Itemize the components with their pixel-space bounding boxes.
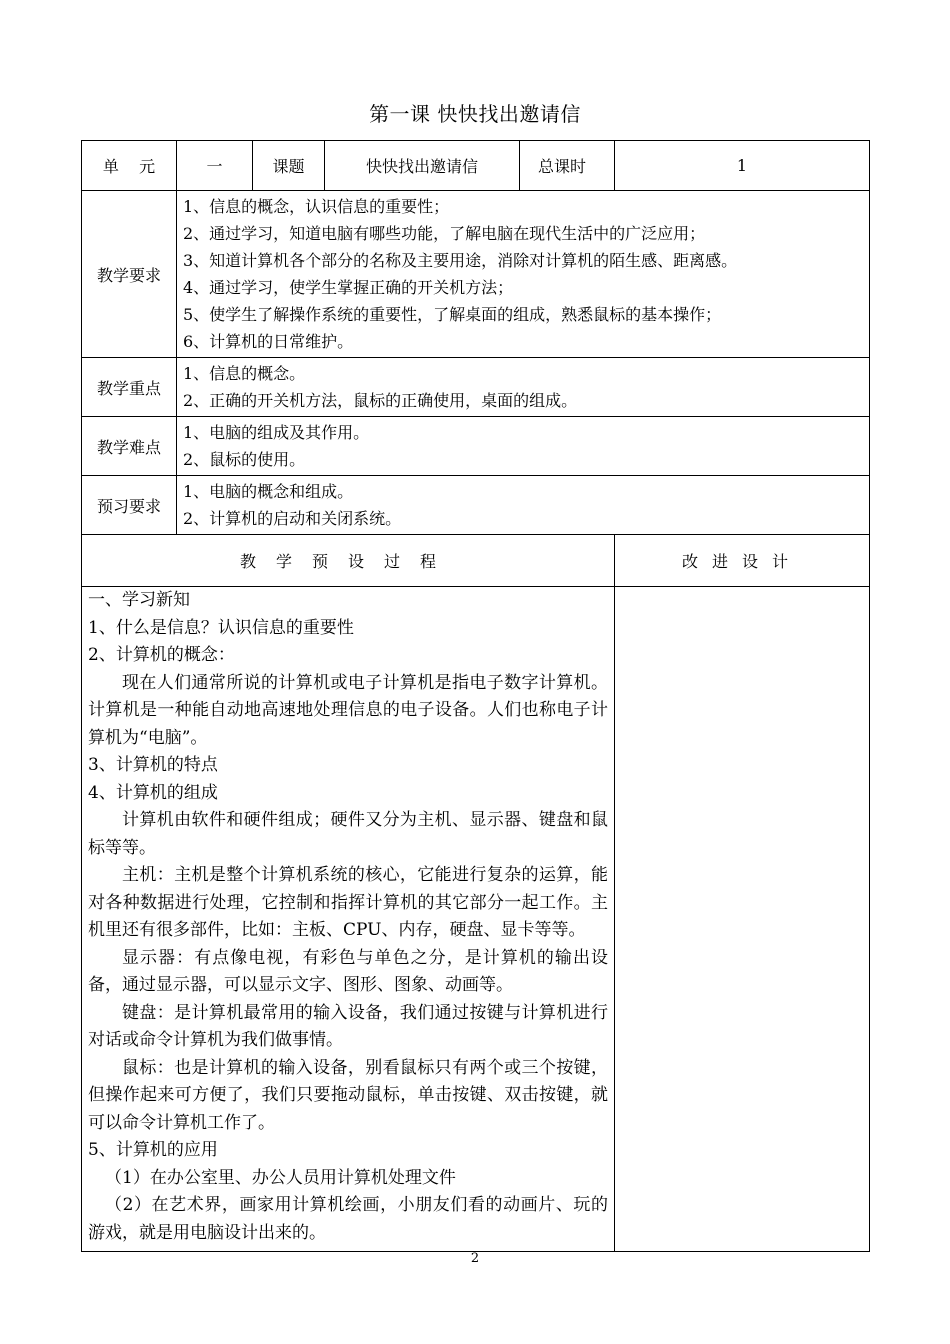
- preview-list: [177, 476, 870, 535]
- section-heading: 一、学习新知: [88, 590, 190, 610]
- unit-label: 单 元: [82, 141, 177, 191]
- page-number: 2: [470, 1251, 480, 1266]
- paragraph: 主机：主机是整个计算机系统的核心，它能进行复杂的运算，能对各种数据进行处理，它控制和指挥计算机的其它部分一起工作。主机里还有很多部件，比如：主板、CPU、内存，硬盘、显卡等等。: [88, 865, 609, 940]
- lesson-plan-table: [81, 140, 870, 1252]
- hours-value: 1: [615, 141, 870, 191]
- difficulties-label: 教学难点: [82, 417, 177, 476]
- list-item: 3、知道计算机各个部分的名称及主要用途，消除对计算机的陌生感、距离感。: [183, 251, 738, 270]
- list-item: 1、电脑的组成及其作用。: [183, 423, 370, 442]
- list-item: 1、信息的概念。: [183, 364, 306, 383]
- page-title: 第一课 快快找出邀请信: [369, 102, 581, 126]
- improve-content: [615, 587, 870, 1252]
- topic-value: 快快找出邀请信: [325, 141, 520, 191]
- list-item: 2、鼠标的使用。: [183, 450, 306, 469]
- list-item: 4、通过学习，使学生掌握正确的开关机方法；: [183, 278, 514, 297]
- list-item: 2、正确的开关机方法，鼠标的正确使用，桌面的组成。: [183, 391, 578, 410]
- paragraph: 计算机由软件和硬件组成；硬件又分为主机、显示器、键盘和鼠标等等。: [88, 810, 609, 858]
- process-header: 教学预设过程: [82, 535, 615, 587]
- section-item: 2、计算机的概念：: [88, 645, 235, 665]
- paragraph: 键盘：是计算机最常用的输入设备，我们通过按键与计算机进行对话或命令计算机为我们做事情。: [88, 1002, 609, 1050]
- unit-value: 一: [177, 141, 253, 191]
- key-points-label: 教学重点: [82, 358, 177, 417]
- list-item: 1、电脑的概念和组成。: [183, 482, 354, 501]
- improve-header: 改进设计: [615, 535, 870, 587]
- list-item: 2、通过学习，知道电脑有哪些功能，了解电脑在现代生活中的广泛应用；: [183, 224, 706, 243]
- paragraph: （2）在艺术界，画家用计算机绘画，小朋友们看的动画片、玩的游戏，就是用电脑设计出来的。: [88, 1195, 609, 1243]
- list-item: 1、信息的概念，认识信息的重要性；: [183, 197, 450, 216]
- section-item: 3、计算机的特点: [88, 755, 218, 775]
- section-item: 4、计算机的组成: [88, 782, 218, 803]
- paragraph: 鼠标：也是计算机的输入设备，别看鼠标只有两个或三个按键，但操作起来可方便了，我们只要拖动鼠标，单击按键、双击按键，就可以命令计算机工作了。: [88, 1057, 609, 1133]
- section-item: 1、什么是信息？认识信息的重要性: [88, 617, 354, 638]
- list-item: 6、计算机的日常维护。: [183, 332, 354, 351]
- key-points-list: [177, 358, 870, 417]
- list-item: 5、使学生了解操作系统的重要性，了解桌面的组成，熟悉鼠标的基本操作；: [183, 305, 722, 324]
- paragraph: （1）在办公室里、办公人员用计算机处理文件: [105, 1167, 456, 1188]
- requirements-list: [177, 191, 870, 358]
- requirements-label: 教学要求: [82, 191, 177, 358]
- paragraph: 现在人们通常所说的计算机或电子计算机是指电子数字计算机。计算机是一种能自动地高速地处理信息的电子设备。人们也称电子计算机为“电脑”。: [88, 672, 609, 748]
- process-content: [82, 587, 615, 1252]
- section-item: 5、计算机的应用: [88, 1140, 218, 1160]
- preview-label: 预习要求: [82, 476, 177, 535]
- topic-label: 课题: [253, 141, 325, 191]
- hours-label: 总课时: [520, 141, 615, 191]
- difficulties-list: [177, 417, 870, 476]
- paragraph: 显示器：有点像电视，有彩色与单色之分，是计算机的输出设备，通过显示器，可以显示文字、图形、图象、动画等。: [88, 947, 609, 995]
- list-item: 2、计算机的启动和关闭系统。: [183, 509, 402, 528]
